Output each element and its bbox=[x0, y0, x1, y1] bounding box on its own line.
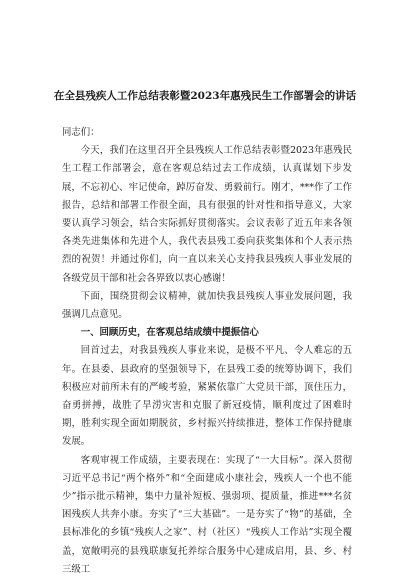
paragraph-transition: 下面，围绕贯彻会议精神，就加快我县残疾人事业发展问题，我强调几点意见。 bbox=[62, 290, 352, 321]
paragraph-opening: 今天，我们在这里召开全县残疾人工作总结表彰暨2023年惠残民生工程工作部署会，意在客观总结过去工作成绩，认真谋划下步发展，不忘初心、牢记使命，踔厉奋发、勇毅前行。刚才，***作了工作报告，总结和部署工作很全面，具有很强的针对性和指导意义，大家要认真学习领会，结合实际抓好贯彻落实。会议表彰了近五年来各领各类先进集体和先进个人，我代表县残工委向获奖集体和个人表示热烈的祝贺！并通过你们，向一直以来关心支持我县残疾人事业发展的各级党员干部和社会各界致以衷心感谢！ bbox=[62, 145, 352, 284]
document-body bbox=[62, 124, 352, 579]
document-title: 在全县残疾人工作总结表彰暨2023年惠残民生工作部署会的讲话 bbox=[53, 90, 357, 102]
salutation: 同志们： bbox=[62, 127, 100, 138]
paragraph-review: 回首过去，对我县残疾人事业来说，是极不平凡、令人难忘的五年。在县委、县政府的坚强领导下，在县残工委的统筹协调下，我们积极应对前所未有的严峻考验，紧紧依靠广大党员干部，顶住压力，奋勇拼搏，战胜了旱涝灾害和克服了新冠疫情，顺利度过了困难时期，胜利实现全面如期脱贫，乡村振兴持续推进，整体工作保持健康发展。 bbox=[62, 345, 352, 448]
section-heading: 一、回顾历史，在客观总结成绩中提振信心 bbox=[80, 327, 259, 339]
paragraph-achievements: 客观审视工作成绩，主要表现在：实现了“一大目标”。深入贯彻习近平总书记“两个格外”和“全面建成小康社会，残疾人一个也不能少”指示批示精神，集中力量补短板、强弱项、提质量，推进***名贫困残疾人共奔小康。夯实了“三大基础”。一是夯实了“物”的基础，全县标准化的乡镇“残疾人之家”、村（社区）“残疾人工作站”实现全覆盖，宽敞明亮的县残联康复托养综合服务中心建成启用，县、乡、村三级工 bbox=[62, 454, 352, 575]
